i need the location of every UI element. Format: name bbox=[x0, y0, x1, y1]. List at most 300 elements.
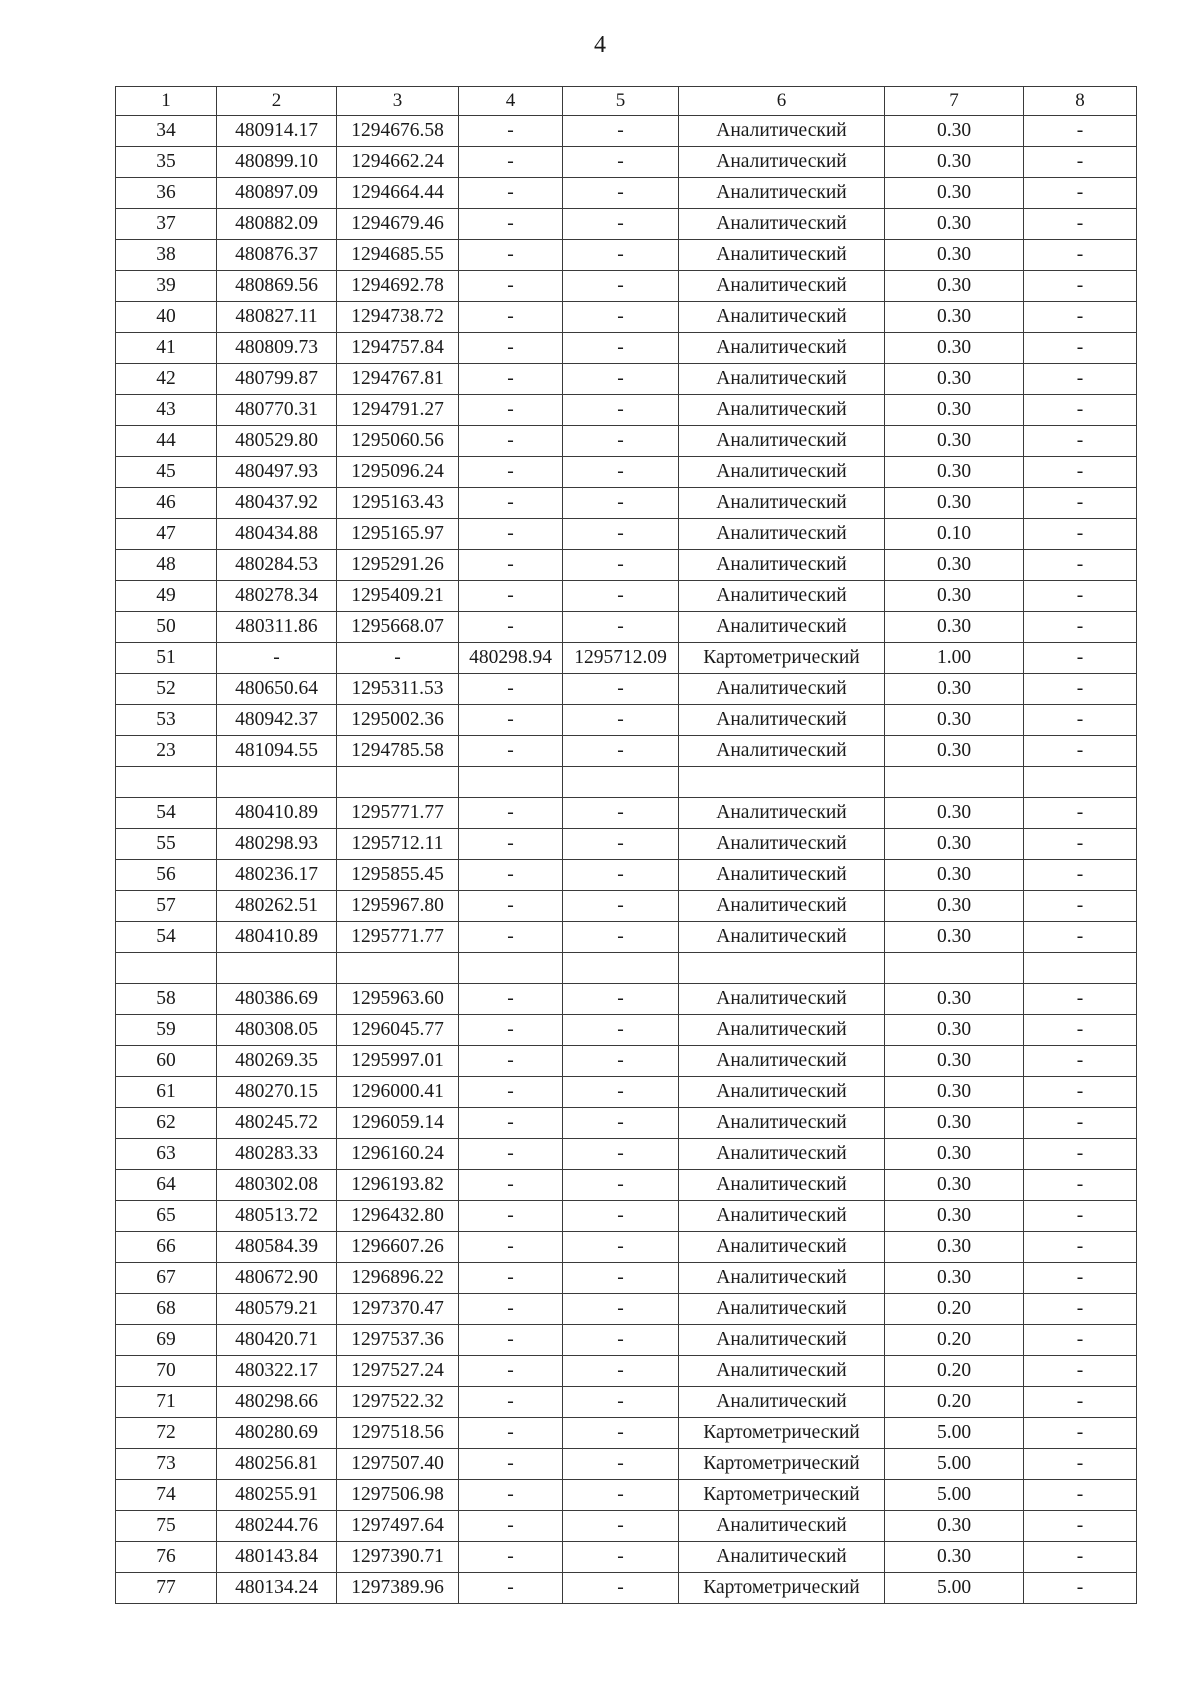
accuracy-cell: 0.30 bbox=[885, 860, 1024, 891]
table-row bbox=[116, 1015, 1137, 1046]
method-cell: Картометрический bbox=[679, 1449, 885, 1480]
point-number-cell: 71 bbox=[116, 1387, 217, 1418]
table-row bbox=[116, 829, 1137, 860]
table-row bbox=[116, 1387, 1137, 1418]
table-row bbox=[116, 643, 1137, 674]
note-cell: - bbox=[1024, 1263, 1137, 1294]
note-cell: - bbox=[1024, 426, 1137, 457]
method-cell: Аналитический bbox=[679, 829, 885, 860]
method-cell: Аналитический bbox=[679, 1015, 885, 1046]
y-coordinate-cell: 1297522.32 bbox=[337, 1387, 459, 1418]
table-row bbox=[116, 457, 1137, 488]
y-alt-coordinate-cell: - bbox=[563, 240, 679, 271]
y-alt-coordinate-cell: - bbox=[563, 550, 679, 581]
point-number-cell: 49 bbox=[116, 581, 217, 612]
x-coordinate-cell: 480869.56 bbox=[217, 271, 337, 302]
accuracy-cell: 0.20 bbox=[885, 1325, 1024, 1356]
column-header: 3 bbox=[337, 87, 459, 116]
accuracy-cell: 0.30 bbox=[885, 116, 1024, 147]
x-coordinate-cell: 480386.69 bbox=[217, 984, 337, 1015]
x-coordinate-cell: 480269.35 bbox=[217, 1046, 337, 1077]
accuracy-cell: 5.00 bbox=[885, 1418, 1024, 1449]
y-coordinate-cell: 1295002.36 bbox=[337, 705, 459, 736]
accuracy-cell: 0.30 bbox=[885, 457, 1024, 488]
y-coordinate-cell: 1294767.81 bbox=[337, 364, 459, 395]
x-coordinate-cell: 480497.93 bbox=[217, 457, 337, 488]
note-cell: - bbox=[1024, 271, 1137, 302]
x-alt-coordinate-cell: - bbox=[459, 1511, 563, 1542]
table-row bbox=[116, 302, 1137, 333]
y-coordinate-cell: 1296160.24 bbox=[337, 1139, 459, 1170]
x-alt-coordinate-cell: - bbox=[459, 829, 563, 860]
x-alt-coordinate-cell: - bbox=[459, 488, 563, 519]
accuracy-cell: 0.30 bbox=[885, 612, 1024, 643]
point-number-cell: 74 bbox=[116, 1480, 217, 1511]
accuracy-cell: 0.30 bbox=[885, 364, 1024, 395]
note-cell: - bbox=[1024, 1046, 1137, 1077]
point-number-cell: 70 bbox=[116, 1356, 217, 1387]
y-coordinate-cell: 1297507.40 bbox=[337, 1449, 459, 1480]
x-coordinate-cell: 480650.64 bbox=[217, 674, 337, 705]
table-row bbox=[116, 364, 1137, 395]
y-coordinate-cell: 1295409.21 bbox=[337, 581, 459, 612]
table-row bbox=[116, 519, 1137, 550]
table-row bbox=[116, 922, 1137, 953]
x-coordinate-cell: 480298.93 bbox=[217, 829, 337, 860]
y-coordinate-cell: 1296432.80 bbox=[337, 1201, 459, 1232]
y-alt-coordinate-cell: - bbox=[563, 736, 679, 767]
y-alt-coordinate-cell: - bbox=[563, 1046, 679, 1077]
y-coordinate-cell: 1295997.01 bbox=[337, 1046, 459, 1077]
y-alt-coordinate-cell: - bbox=[563, 116, 679, 147]
point-number-cell: 68 bbox=[116, 1294, 217, 1325]
x-alt-coordinate-cell: 480298.94 bbox=[459, 643, 563, 674]
accuracy-cell: 0.30 bbox=[885, 1201, 1024, 1232]
y-alt-coordinate-cell: - bbox=[563, 1573, 679, 1604]
accuracy-cell: 0.30 bbox=[885, 426, 1024, 457]
method-cell: Аналитический bbox=[679, 581, 885, 612]
x-alt-coordinate-cell: - bbox=[459, 1015, 563, 1046]
table-row bbox=[116, 488, 1137, 519]
table-row bbox=[116, 581, 1137, 612]
note-cell: - bbox=[1024, 178, 1137, 209]
x-coordinate-cell: 480322.17 bbox=[217, 1356, 337, 1387]
accuracy-cell: 0.30 bbox=[885, 240, 1024, 271]
note-cell: - bbox=[1024, 364, 1137, 395]
point-number-cell: 55 bbox=[116, 829, 217, 860]
method-cell: Аналитический bbox=[679, 519, 885, 550]
y-alt-coordinate-cell: - bbox=[563, 922, 679, 953]
point-number-cell: 45 bbox=[116, 457, 217, 488]
y-coordinate-cell: 1295096.24 bbox=[337, 457, 459, 488]
point-number-cell: 38 bbox=[116, 240, 217, 271]
method-cell: Аналитический bbox=[679, 1542, 885, 1573]
x-coordinate-cell: 480143.84 bbox=[217, 1542, 337, 1573]
y-alt-coordinate-cell: - bbox=[563, 302, 679, 333]
x-alt-coordinate-cell: - bbox=[459, 1046, 563, 1077]
x-coordinate-cell: 480308.05 bbox=[217, 1015, 337, 1046]
x-alt-coordinate-cell: - bbox=[459, 860, 563, 891]
method-cell: Аналитический bbox=[679, 1511, 885, 1542]
point-number-cell: 75 bbox=[116, 1511, 217, 1542]
x-coordinate-cell: 480262.51 bbox=[217, 891, 337, 922]
y-alt-coordinate-cell: - bbox=[563, 860, 679, 891]
point-number-cell: 60 bbox=[116, 1046, 217, 1077]
method-cell: Аналитический bbox=[679, 302, 885, 333]
y-coordinate-cell bbox=[337, 953, 459, 984]
table-row bbox=[116, 705, 1137, 736]
y-alt-coordinate-cell: - bbox=[563, 1418, 679, 1449]
y-coordinate-cell: 1296000.41 bbox=[337, 1077, 459, 1108]
note-cell: - bbox=[1024, 984, 1137, 1015]
accuracy-cell: 0.30 bbox=[885, 302, 1024, 333]
point-number-cell: 37 bbox=[116, 209, 217, 240]
table-row bbox=[116, 240, 1137, 271]
x-coordinate-cell: 480410.89 bbox=[217, 798, 337, 829]
method-cell: Аналитический bbox=[679, 1201, 885, 1232]
x-coordinate-cell: 480584.39 bbox=[217, 1232, 337, 1263]
x-coordinate-cell: 480134.24 bbox=[217, 1573, 337, 1604]
method-cell: Аналитический bbox=[679, 705, 885, 736]
method-cell: Картометрический bbox=[679, 643, 885, 674]
accuracy-cell: 0.30 bbox=[885, 209, 1024, 240]
y-alt-coordinate-cell: - bbox=[563, 1170, 679, 1201]
point-number-cell: 58 bbox=[116, 984, 217, 1015]
y-coordinate-cell: 1296193.82 bbox=[337, 1170, 459, 1201]
point-number-cell bbox=[116, 953, 217, 984]
method-cell: Аналитический bbox=[679, 798, 885, 829]
note-cell: - bbox=[1024, 829, 1137, 860]
note-cell: - bbox=[1024, 1325, 1137, 1356]
x-alt-coordinate-cell: - bbox=[459, 1108, 563, 1139]
point-number-cell: 46 bbox=[116, 488, 217, 519]
x-alt-coordinate-cell: - bbox=[459, 1356, 563, 1387]
y-alt-coordinate-cell: - bbox=[563, 1263, 679, 1294]
note-cell: - bbox=[1024, 1015, 1137, 1046]
y-coordinate-cell: - bbox=[337, 643, 459, 674]
y-coordinate-cell: 1295163.43 bbox=[337, 488, 459, 519]
x-coordinate-cell: 480513.72 bbox=[217, 1201, 337, 1232]
accuracy-cell: 0.20 bbox=[885, 1387, 1024, 1418]
point-number-cell: 40 bbox=[116, 302, 217, 333]
x-coordinate-cell: 480255.91 bbox=[217, 1480, 337, 1511]
x-alt-coordinate-cell: - bbox=[459, 550, 563, 581]
point-number-cell: 57 bbox=[116, 891, 217, 922]
note-cell: - bbox=[1024, 581, 1137, 612]
method-cell: Аналитический bbox=[679, 612, 885, 643]
table-row bbox=[116, 1480, 1137, 1511]
note-cell: - bbox=[1024, 333, 1137, 364]
table-row bbox=[116, 1573, 1137, 1604]
accuracy-cell: 0.30 bbox=[885, 705, 1024, 736]
accuracy-cell: 0.30 bbox=[885, 798, 1024, 829]
accuracy-cell: 5.00 bbox=[885, 1480, 1024, 1511]
table-row bbox=[116, 209, 1137, 240]
table-row bbox=[116, 1294, 1137, 1325]
x-alt-coordinate-cell: - bbox=[459, 612, 563, 643]
y-alt-coordinate-cell bbox=[563, 767, 679, 798]
x-coordinate-cell bbox=[217, 767, 337, 798]
point-number-cell: 73 bbox=[116, 1449, 217, 1480]
y-alt-coordinate-cell: - bbox=[563, 1325, 679, 1356]
method-cell: Аналитический bbox=[679, 1325, 885, 1356]
x-alt-coordinate-cell: - bbox=[459, 302, 563, 333]
y-coordinate-cell: 1297390.71 bbox=[337, 1542, 459, 1573]
accuracy-cell bbox=[885, 767, 1024, 798]
x-coordinate-cell: 480256.81 bbox=[217, 1449, 337, 1480]
method-cell: Аналитический bbox=[679, 1108, 885, 1139]
y-coordinate-cell: 1294679.46 bbox=[337, 209, 459, 240]
note-cell: - bbox=[1024, 705, 1137, 736]
x-alt-coordinate-cell: - bbox=[459, 1573, 563, 1604]
x-alt-coordinate-cell: - bbox=[459, 178, 563, 209]
x-alt-coordinate-cell: - bbox=[459, 457, 563, 488]
y-coordinate-cell: 1294662.24 bbox=[337, 147, 459, 178]
y-coordinate-cell: 1294676.58 bbox=[337, 116, 459, 147]
method-cell: Аналитический bbox=[679, 457, 885, 488]
x-alt-coordinate-cell: - bbox=[459, 798, 563, 829]
note-cell: - bbox=[1024, 736, 1137, 767]
method-cell bbox=[679, 953, 885, 984]
x-alt-coordinate-cell: - bbox=[459, 674, 563, 705]
y-coordinate-cell: 1297506.98 bbox=[337, 1480, 459, 1511]
method-cell bbox=[679, 767, 885, 798]
x-alt-coordinate-cell: - bbox=[459, 395, 563, 426]
table-row bbox=[116, 1418, 1137, 1449]
x-alt-coordinate-cell: - bbox=[459, 922, 563, 953]
table-row bbox=[116, 1263, 1137, 1294]
column-header: 4 bbox=[459, 87, 563, 116]
accuracy-cell: 0.30 bbox=[885, 1108, 1024, 1139]
accuracy-cell: 0.30 bbox=[885, 395, 1024, 426]
separator-row bbox=[116, 953, 1137, 984]
x-alt-coordinate-cell: - bbox=[459, 426, 563, 457]
y-alt-coordinate-cell: - bbox=[563, 984, 679, 1015]
method-cell: Аналитический bbox=[679, 271, 885, 302]
point-number-cell: 35 bbox=[116, 147, 217, 178]
point-number-cell: 39 bbox=[116, 271, 217, 302]
table-row bbox=[116, 1542, 1137, 1573]
x-coordinate-cell: 480270.15 bbox=[217, 1077, 337, 1108]
y-alt-coordinate-cell: - bbox=[563, 1449, 679, 1480]
y-coordinate-cell: 1297497.64 bbox=[337, 1511, 459, 1542]
point-number-cell: 65 bbox=[116, 1201, 217, 1232]
method-cell: Картометрический bbox=[679, 1418, 885, 1449]
table-row bbox=[116, 1325, 1137, 1356]
column-header: 5 bbox=[563, 87, 679, 116]
y-coordinate-cell: 1294685.55 bbox=[337, 240, 459, 271]
method-cell: Аналитический bbox=[679, 116, 885, 147]
x-coordinate-cell: 480311.86 bbox=[217, 612, 337, 643]
table-row bbox=[116, 116, 1137, 147]
y-alt-coordinate-cell: - bbox=[563, 209, 679, 240]
method-cell: Аналитический bbox=[679, 1263, 885, 1294]
accuracy-cell: 0.30 bbox=[885, 736, 1024, 767]
x-coordinate-cell: 480302.08 bbox=[217, 1170, 337, 1201]
note-cell: - bbox=[1024, 302, 1137, 333]
point-number-cell: 61 bbox=[116, 1077, 217, 1108]
accuracy-cell: 0.30 bbox=[885, 147, 1024, 178]
point-number-cell: 63 bbox=[116, 1139, 217, 1170]
accuracy-cell: 0.30 bbox=[885, 1046, 1024, 1077]
accuracy-cell: 0.30 bbox=[885, 1511, 1024, 1542]
x-alt-coordinate-cell: - bbox=[459, 1325, 563, 1356]
column-header: 7 bbox=[885, 87, 1024, 116]
x-coordinate-cell bbox=[217, 953, 337, 984]
table-body bbox=[116, 87, 1137, 1604]
method-cell: Аналитический bbox=[679, 364, 885, 395]
y-alt-coordinate-cell: - bbox=[563, 364, 679, 395]
note-cell: - bbox=[1024, 922, 1137, 953]
y-coordinate-cell: 1295963.60 bbox=[337, 984, 459, 1015]
method-cell: Аналитический bbox=[679, 1356, 885, 1387]
table-row bbox=[116, 860, 1137, 891]
note-cell: - bbox=[1024, 891, 1137, 922]
accuracy-cell: 0.30 bbox=[885, 1015, 1024, 1046]
note-cell bbox=[1024, 953, 1137, 984]
y-alt-coordinate-cell: - bbox=[563, 1542, 679, 1573]
table-row bbox=[116, 1139, 1137, 1170]
column-header: 6 bbox=[679, 87, 885, 116]
note-cell: - bbox=[1024, 1139, 1137, 1170]
point-number-cell: 72 bbox=[116, 1418, 217, 1449]
y-alt-coordinate-cell: - bbox=[563, 457, 679, 488]
method-cell: Аналитический bbox=[679, 395, 885, 426]
note-cell: - bbox=[1024, 1077, 1137, 1108]
accuracy-cell: 0.30 bbox=[885, 891, 1024, 922]
note-cell: - bbox=[1024, 643, 1137, 674]
accuracy-cell bbox=[885, 953, 1024, 984]
x-coordinate-cell: 480799.87 bbox=[217, 364, 337, 395]
column-header: 2 bbox=[217, 87, 337, 116]
x-coordinate-cell: 480770.31 bbox=[217, 395, 337, 426]
y-coordinate-cell: 1294738.72 bbox=[337, 302, 459, 333]
note-cell bbox=[1024, 767, 1137, 798]
x-coordinate-cell: 480284.53 bbox=[217, 550, 337, 581]
x-coordinate-cell: 480529.80 bbox=[217, 426, 337, 457]
note-cell: - bbox=[1024, 209, 1137, 240]
x-alt-coordinate-cell: - bbox=[459, 736, 563, 767]
x-coordinate-cell: 480437.92 bbox=[217, 488, 337, 519]
page-number: 4 bbox=[594, 32, 606, 58]
method-cell: Аналитический bbox=[679, 209, 885, 240]
method-cell: Аналитический bbox=[679, 1046, 885, 1077]
method-cell: Аналитический bbox=[679, 333, 885, 364]
table-row bbox=[116, 147, 1137, 178]
accuracy-cell: 0.30 bbox=[885, 1170, 1024, 1201]
table-row bbox=[116, 736, 1137, 767]
table-row bbox=[116, 550, 1137, 581]
note-cell: - bbox=[1024, 550, 1137, 581]
x-coordinate-cell: 480298.66 bbox=[217, 1387, 337, 1418]
point-number-cell bbox=[116, 767, 217, 798]
y-alt-coordinate-cell: - bbox=[563, 1232, 679, 1263]
x-alt-coordinate-cell: - bbox=[459, 1418, 563, 1449]
x-alt-coordinate-cell: - bbox=[459, 1232, 563, 1263]
note-cell: - bbox=[1024, 1418, 1137, 1449]
method-cell: Аналитический bbox=[679, 178, 885, 209]
y-alt-coordinate-cell: - bbox=[563, 1356, 679, 1387]
note-cell: - bbox=[1024, 1201, 1137, 1232]
accuracy-cell: 0.30 bbox=[885, 1263, 1024, 1294]
point-number-cell: 41 bbox=[116, 333, 217, 364]
point-number-cell: 50 bbox=[116, 612, 217, 643]
x-alt-coordinate-cell: - bbox=[459, 116, 563, 147]
note-cell: - bbox=[1024, 612, 1137, 643]
point-number-cell: 48 bbox=[116, 550, 217, 581]
x-alt-coordinate-cell: - bbox=[459, 1542, 563, 1573]
point-number-cell: 42 bbox=[116, 364, 217, 395]
table-row bbox=[116, 1201, 1137, 1232]
x-coordinate-cell: 480882.09 bbox=[217, 209, 337, 240]
point-number-cell: 44 bbox=[116, 426, 217, 457]
accuracy-cell: 0.30 bbox=[885, 829, 1024, 860]
x-alt-coordinate-cell: - bbox=[459, 1170, 563, 1201]
x-coordinate-cell: 480434.88 bbox=[217, 519, 337, 550]
x-alt-coordinate-cell: - bbox=[459, 1449, 563, 1480]
accuracy-cell: 0.30 bbox=[885, 488, 1024, 519]
method-cell: Аналитический bbox=[679, 1139, 885, 1170]
method-cell: Аналитический bbox=[679, 426, 885, 457]
y-alt-coordinate-cell: - bbox=[563, 581, 679, 612]
note-cell: - bbox=[1024, 1542, 1137, 1573]
x-coordinate-cell: 480244.76 bbox=[217, 1511, 337, 1542]
table-row bbox=[116, 1046, 1137, 1077]
point-number-cell: 53 bbox=[116, 705, 217, 736]
note-cell: - bbox=[1024, 1356, 1137, 1387]
accuracy-cell: 0.10 bbox=[885, 519, 1024, 550]
coordinates-table bbox=[115, 86, 1137, 1604]
accuracy-cell: 0.30 bbox=[885, 674, 1024, 705]
y-alt-coordinate-cell: - bbox=[563, 1511, 679, 1542]
note-cell: - bbox=[1024, 1232, 1137, 1263]
note-cell: - bbox=[1024, 1449, 1137, 1480]
y-coordinate-cell: 1297389.96 bbox=[337, 1573, 459, 1604]
x-alt-coordinate-cell: - bbox=[459, 333, 563, 364]
note-cell: - bbox=[1024, 1573, 1137, 1604]
y-alt-coordinate-cell: - bbox=[563, 798, 679, 829]
accuracy-cell: 0.30 bbox=[885, 550, 1024, 581]
y-alt-coordinate-cell: - bbox=[563, 612, 679, 643]
table-row bbox=[116, 1170, 1137, 1201]
table-row bbox=[116, 1449, 1137, 1480]
y-alt-coordinate-cell: - bbox=[563, 1015, 679, 1046]
table-row bbox=[116, 1077, 1137, 1108]
y-coordinate-cell: 1295855.45 bbox=[337, 860, 459, 891]
point-number-cell: 59 bbox=[116, 1015, 217, 1046]
note-cell: - bbox=[1024, 1170, 1137, 1201]
y-alt-coordinate-cell: - bbox=[563, 333, 679, 364]
accuracy-cell: 0.20 bbox=[885, 1294, 1024, 1325]
method-cell: Аналитический bbox=[679, 147, 885, 178]
y-alt-coordinate-cell: - bbox=[563, 271, 679, 302]
note-cell: - bbox=[1024, 1387, 1137, 1418]
x-alt-coordinate-cell: - bbox=[459, 581, 563, 612]
y-coordinate-cell: 1296045.77 bbox=[337, 1015, 459, 1046]
y-coordinate-cell: 1296607.26 bbox=[337, 1232, 459, 1263]
method-cell: Аналитический bbox=[679, 1387, 885, 1418]
y-coordinate-cell: 1297527.24 bbox=[337, 1356, 459, 1387]
method-cell: Аналитический bbox=[679, 674, 885, 705]
x-coordinate-cell: 480579.21 bbox=[217, 1294, 337, 1325]
y-alt-coordinate-cell: - bbox=[563, 395, 679, 426]
x-alt-coordinate-cell: - bbox=[459, 1480, 563, 1511]
note-cell: - bbox=[1024, 1511, 1137, 1542]
method-cell: Аналитический bbox=[679, 488, 885, 519]
separator-row bbox=[116, 767, 1137, 798]
accuracy-cell: 5.00 bbox=[885, 1449, 1024, 1480]
x-alt-coordinate-cell: - bbox=[459, 891, 563, 922]
